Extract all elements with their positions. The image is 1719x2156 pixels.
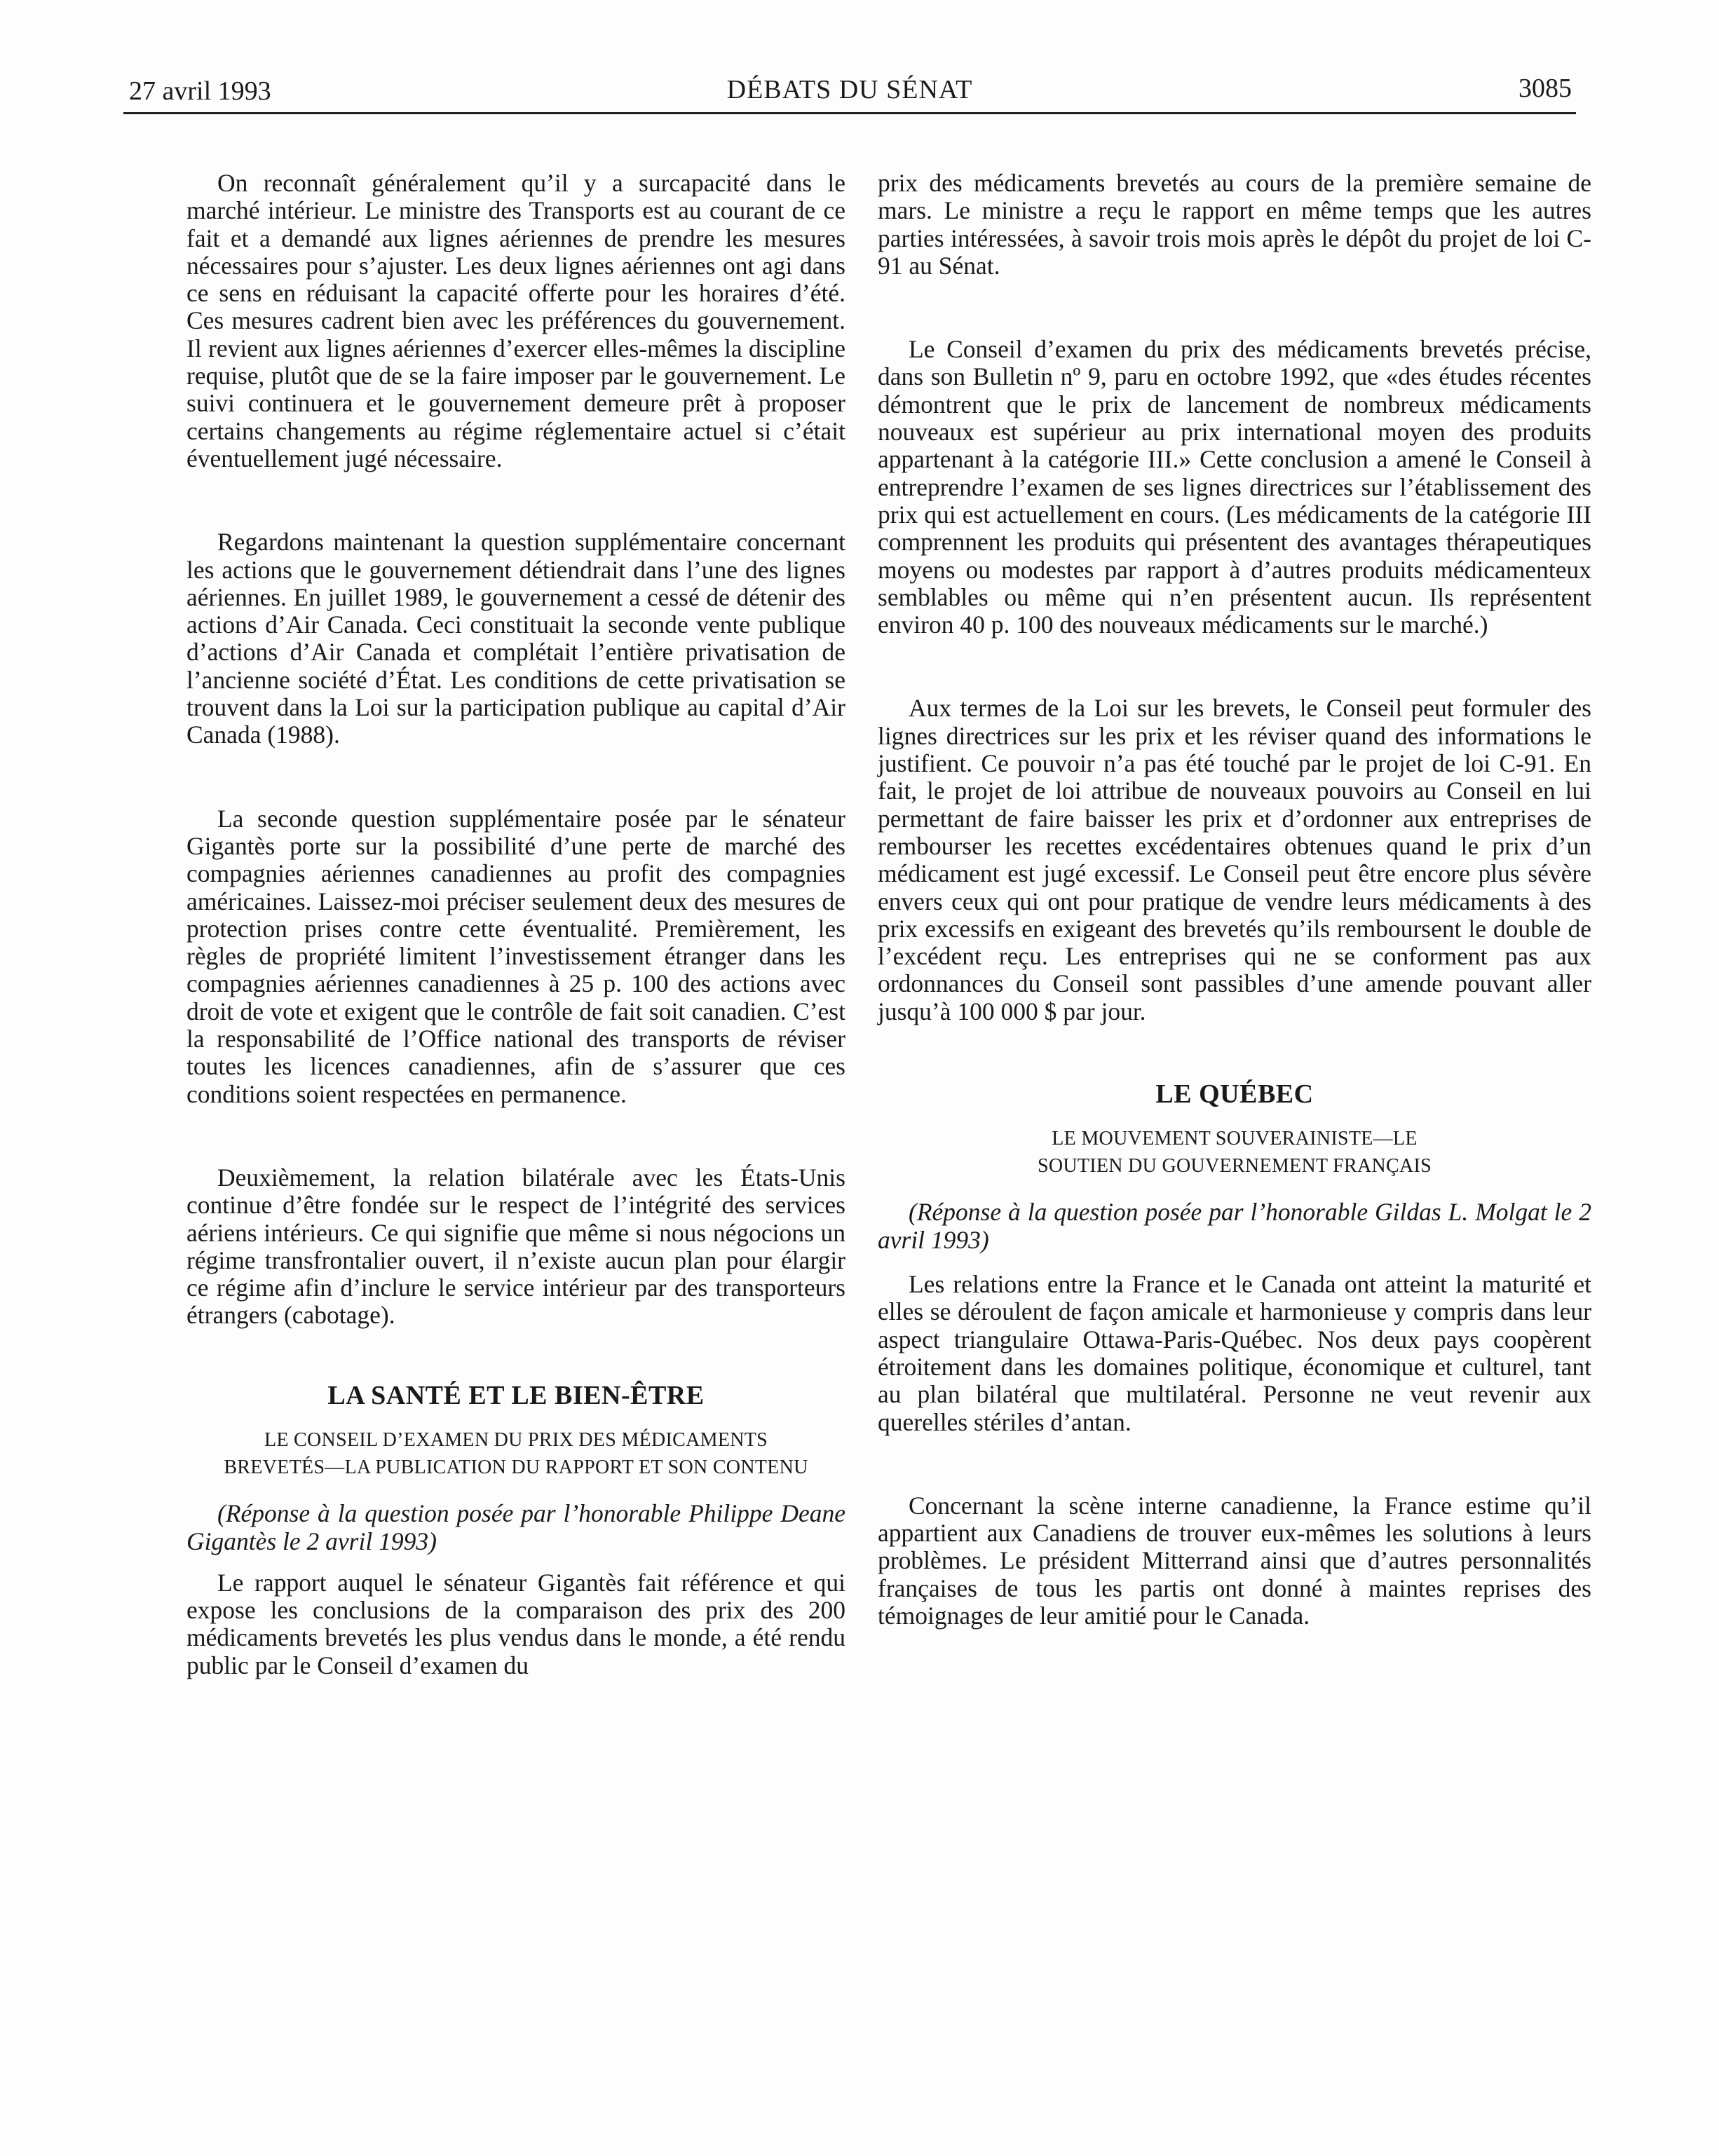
right-paragraph-1: prix des médicaments brevetés au cours de la première semaine de mars. Le ministre a reçu le rapport en même temps que les autres parties intéressées, à savoir trois mois après le dépôt du projet de loi C-91 au Sénat. [878,169,1591,280]
subheading-line-1: LE CONSEIL D’EXAMEN DU PRIX DES MÉDICAMENTS [264,1428,768,1451]
right-paragraph-2: Le Conseil d’examen du prix des médicaments brevetés précise, dans son Bulletin nº 9, paru en octobre 1992, que «des études récentes démontrent que le prix de lancement de nombreux médicaments nouveaux est supérieur au prix international moyen des produits appartenant à la catégorie III.» Cette conclusion a amené le Conseil à entreprendre l’examen de ses lignes directrices sur l’établissement des prix qui est actuellement en cours. (Les médicaments de la catégorie III comprennent les produits qui présentent des avantages thérapeutiques moyens ou modestes par rapport à d’autres produits médicamenteux semblables ou même qui n’en présentent aucun. Ils représentent environ 40 p. 100 des nouveaux médicaments sur le marché.) [878,335,1591,639]
left-column [186,170,845,1679]
subheading-line-2: SOUTIEN DU GOUVERNEMENT FRANÇAIS [1037,1155,1432,1178]
right-paragraph-5: Concernant la scène interne canadienne, la France estime qu’il appartient aux Canadiens de trouver eux-mêmes les solutions à leurs problèmes. Le président Mitterrand ainsi que d’autres personnalités françaises de tous les partis ont donné à maintes reprises des témoignages de leur amitié pour le Canada. [878,1491,1591,1630]
response-reference-gigantes: (Réponse à la question posée par l’honorable Philippe Deane Gigantès le 2 avril 1993) [186,1499,845,1555]
page-header [123,70,1576,114]
left-paragraph-5: Le rapport auquel le sénateur Gigantès fait référence et qui expose les conclusions de la comparaison des prix des 200 médicaments brevetés les plus vendus dans le monde, a été rendu public par le Conseil d’examen du [186,1568,845,1679]
section-heading-quebec: LE QUÉBEC [1155,1079,1314,1110]
response-reference-molgat: (Réponse à la question posée par l’honorable Gildas L. Molgat le 2 avril 1993) [878,1198,1591,1255]
header-page-number: 3085 [1518,74,1572,103]
left-paragraph-3: La seconde question supplémentaire posée par le sénateur Gigantès porte sur la possibilité d’une perte de marché des compagnies aériennes canadiennes au profit des compagnies américaines. Laissez-moi préciser seulement deux des mesures de protection prises contre cette éventualité. Premièrement, les règles de propriété limitent l’investissement étranger dans les compagnies aériennes canadiennes à 25 p. 100 des actions avec droit de vote et exigent que le contrôle de fait soit canadien. C’est la responsabilité de l’Office national des transports de réviser toutes les licences canadiennes, afin de s’assurer que ces conditions soient respectées en permanence. [186,804,845,1108]
section-subheading-quebec [878,1125,1591,1180]
subheading-line-2: BREVETÉS—LA PUBLICATION DU RAPPORT ET SON CONTENU [224,1456,808,1478]
right-column [878,170,1591,1630]
header-date: 27 avril 1993 [129,76,271,106]
right-paragraph-3: Aux termes de la Loi sur les brevets, le Conseil peut formuler des lignes directrices sur les prix et les réviser quand des informations le justifient. Ce pouvoir n’a pas été touché par le projet de loi C-91. En fait, le projet de loi attribue de nouveaux pouvoirs au Conseil en lui permettant de faire baisser les prix et d’ordonner aux entreprises de rembourser les recettes excédentaires obtenues quand le prix d’un médicament est jugé excessif. Le Conseil peut être encore plus sévère envers ceux qui ont pour pratique de vendre leurs médicaments à des prix excessifs en exigeant des brevetés qu’ils remboursent le double de l’excédent reçu. Les entreprises qui ne se conforment pas aux ordonnances du Conseil sont passibles d’une amende pouvant aller jusqu’à 100 000 $ par jour. [878,694,1591,1025]
left-paragraph-4: Deuxièmement, la relation bilatérale avec les États-Unis continue d’être fondée sur le respect de l’intégrité des services aériens intérieurs. Ce qui signifie que même si nous négocions un régime transfrontalier ouvert, il n’existe aucun plan pour élargir ce régime afin d’inclure le service intérieur par des transporteurs étrangers (cabotage). [186,1163,845,1330]
left-paragraph-1: On reconnaît généralement qu’il y a surcapacité dans le marché intérieur. Le ministre des Transports est au courant de ce fait et a demandé aux lignes aériennes de prendre les mesures nécessaires pour s’ajuster. Les deux lignes aériennes ont agi dans ce sens en réduisant la capacité offerte pour les horaires d’été. Ces mesures cadrent bien avec les préférences du gouvernement. Il revient aux lignes aériennes d’exercer elles-mêmes la discipline requise, plutôt que de se la faire imposer par le gouvernement. Le suivi continuera et le gouvernement demeure prêt à proposer certains changements au régime réglementaire actuel si c’était éventuellement jugé nécessaire. [186,169,845,472]
section-subheading-sante [186,1426,845,1481]
section-heading-sante: LA SANTÉ ET LE BIEN-ÊTRE [327,1380,705,1410]
left-paragraph-2: Regardons maintenant la question supplémentaire concernant les actions que le gouvernement détiendrait dans l’une des lignes aériennes. En juillet 1989, le gouvernement a cessé de détenir des actions d’Air Canada. Ceci constituait la seconde vente publique d’actions d’Air Canada et complétait l’entière privatisation de l’ancienne société d’État. Les conditions de cette privatisation se trouvent dans la Loi sur la participation publique au capital d’Air Canada (1988). [186,528,845,749]
right-paragraph-4: Les relations entre la France et le Canada ont atteint la maturité et elles se déroulent de façon amicale et harmonieuse y compris dans leur aspect triangulaire Ottawa-Paris-Québec. Nos deux pays coopèrent étroitement dans les domaines politique, économique et culturel, tant au plan bilatéral que multilatéral. Personne ne veut revenir aux querelles stériles d’antan. [878,1270,1591,1436]
subheading-line-1: LE MOUVEMENT SOUVERAINISTE—LE [1052,1128,1418,1150]
header-title: DÉBATS DU SÉNAT [726,75,973,104]
